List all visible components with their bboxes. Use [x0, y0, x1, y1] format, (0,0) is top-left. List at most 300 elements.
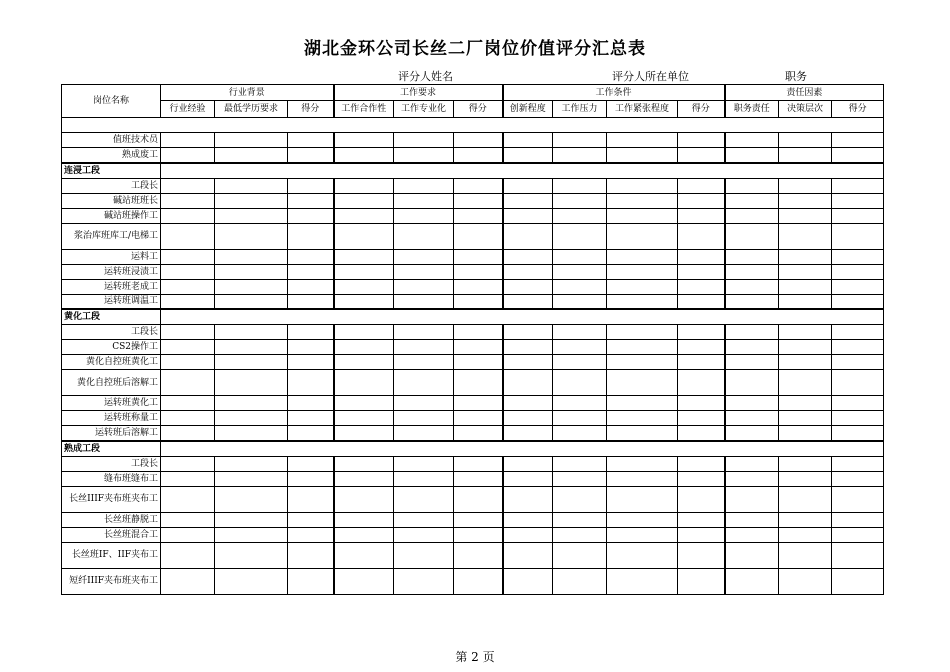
score-cell[interactable] [215, 411, 288, 426]
score-cell[interactable] [607, 208, 678, 223]
score-cell[interactable] [288, 486, 334, 512]
score-cell[interactable] [334, 456, 394, 471]
score-cell[interactable] [678, 355, 725, 370]
score-cell[interactable] [454, 294, 503, 309]
score-cell[interactable] [215, 279, 288, 294]
score-cell[interactable] [394, 512, 454, 527]
score-cell[interactable] [454, 396, 503, 411]
score-cell[interactable] [334, 411, 394, 426]
score-cell[interactable] [832, 512, 884, 527]
score-cell[interactable] [553, 294, 607, 309]
score-cell[interactable] [161, 370, 215, 396]
score-cell[interactable] [678, 133, 725, 148]
score-cell[interactable] [454, 456, 503, 471]
score-cell[interactable] [725, 193, 779, 208]
score-cell[interactable] [288, 325, 334, 340]
score-cell[interactable] [161, 512, 215, 527]
score-cell[interactable] [678, 396, 725, 411]
score-cell[interactable] [779, 411, 832, 426]
score-cell[interactable] [215, 426, 288, 441]
score-cell[interactable] [161, 193, 215, 208]
score-cell[interactable] [394, 178, 454, 193]
score-cell[interactable] [832, 249, 884, 264]
score-cell[interactable] [394, 325, 454, 340]
score-cell[interactable] [832, 264, 884, 279]
score-cell[interactable] [607, 486, 678, 512]
score-cell[interactable] [553, 370, 607, 396]
score-cell[interactable] [394, 456, 454, 471]
score-cell[interactable] [553, 325, 607, 340]
score-cell[interactable] [725, 527, 779, 542]
score-cell[interactable] [161, 133, 215, 148]
score-cell[interactable] [607, 294, 678, 309]
score-cell[interactable] [832, 411, 884, 426]
score-cell[interactable] [725, 568, 779, 594]
score-cell[interactable] [161, 294, 215, 309]
score-cell[interactable] [215, 294, 288, 309]
score-cell[interactable] [503, 193, 553, 208]
score-cell[interactable] [394, 486, 454, 512]
score-cell[interactable] [288, 178, 334, 193]
score-cell[interactable] [607, 355, 678, 370]
score-cell[interactable] [454, 148, 503, 163]
score-cell[interactable] [678, 223, 725, 249]
score-cell[interactable] [394, 264, 454, 279]
score-cell[interactable] [678, 426, 725, 441]
score-cell[interactable] [215, 542, 288, 568]
score-cell[interactable] [607, 411, 678, 426]
score-cell[interactable] [334, 527, 394, 542]
score-cell[interactable] [779, 568, 832, 594]
score-cell[interactable] [288, 133, 334, 148]
score-cell[interactable] [503, 568, 553, 594]
score-cell[interactable] [607, 249, 678, 264]
score-cell[interactable] [607, 325, 678, 340]
score-cell[interactable] [503, 411, 553, 426]
score-cell[interactable] [334, 223, 394, 249]
score-cell[interactable] [503, 355, 553, 370]
score-cell[interactable] [553, 340, 607, 355]
score-cell[interactable] [161, 264, 215, 279]
score-cell[interactable] [215, 148, 288, 163]
score-cell[interactable] [288, 396, 334, 411]
score-cell[interactable] [215, 568, 288, 594]
score-cell[interactable] [288, 471, 334, 486]
score-cell[interactable] [779, 133, 832, 148]
score-cell[interactable] [553, 512, 607, 527]
score-cell[interactable] [454, 411, 503, 426]
score-cell[interactable] [607, 370, 678, 396]
score-cell[interactable] [503, 527, 553, 542]
score-cell[interactable] [394, 355, 454, 370]
score-cell[interactable] [334, 178, 394, 193]
score-cell[interactable] [779, 208, 832, 223]
score-cell[interactable] [678, 456, 725, 471]
score-cell[interactable] [725, 178, 779, 193]
score-cell[interactable] [503, 542, 553, 568]
score-cell[interactable] [553, 456, 607, 471]
score-cell[interactable] [215, 178, 288, 193]
score-cell[interactable] [725, 148, 779, 163]
score-cell[interactable] [454, 568, 503, 594]
score-cell[interactable] [394, 471, 454, 486]
score-cell[interactable] [832, 568, 884, 594]
score-cell[interactable] [394, 396, 454, 411]
score-cell[interactable] [334, 396, 394, 411]
score-cell[interactable] [161, 249, 215, 264]
score-cell[interactable] [725, 512, 779, 527]
score-cell[interactable] [454, 208, 503, 223]
score-cell[interactable] [288, 370, 334, 396]
score-cell[interactable] [678, 542, 725, 568]
score-cell[interactable] [832, 178, 884, 193]
score-cell[interactable] [454, 355, 503, 370]
score-cell[interactable] [779, 264, 832, 279]
score-cell[interactable] [779, 456, 832, 471]
score-cell[interactable] [607, 178, 678, 193]
score-cell[interactable] [334, 370, 394, 396]
score-cell[interactable] [832, 456, 884, 471]
score-cell[interactable] [334, 264, 394, 279]
score-cell[interactable] [503, 340, 553, 355]
score-cell[interactable] [607, 568, 678, 594]
score-cell[interactable] [334, 426, 394, 441]
score-cell[interactable] [553, 264, 607, 279]
score-cell[interactable] [334, 325, 394, 340]
score-cell[interactable] [832, 370, 884, 396]
score-cell[interactable] [725, 340, 779, 355]
score-cell[interactable] [334, 568, 394, 594]
score-cell[interactable] [678, 512, 725, 527]
score-cell[interactable] [678, 471, 725, 486]
score-cell[interactable] [607, 542, 678, 568]
score-cell[interactable] [215, 208, 288, 223]
score-cell[interactable] [394, 370, 454, 396]
score-cell[interactable] [503, 223, 553, 249]
score-cell[interactable] [779, 249, 832, 264]
score-cell[interactable] [454, 512, 503, 527]
score-cell[interactable] [725, 264, 779, 279]
score-cell[interactable] [161, 527, 215, 542]
score-cell[interactable] [161, 148, 215, 163]
score-cell[interactable] [725, 249, 779, 264]
score-cell[interactable] [832, 223, 884, 249]
score-cell[interactable] [215, 325, 288, 340]
score-cell[interactable] [288, 411, 334, 426]
score-cell[interactable] [607, 279, 678, 294]
score-cell[interactable] [553, 426, 607, 441]
score-cell[interactable] [454, 340, 503, 355]
score-cell[interactable] [288, 193, 334, 208]
score-cell[interactable] [161, 325, 215, 340]
score-cell[interactable] [215, 355, 288, 370]
score-cell[interactable] [553, 133, 607, 148]
score-cell[interactable] [215, 512, 288, 527]
score-cell[interactable] [334, 542, 394, 568]
score-cell[interactable] [553, 471, 607, 486]
score-cell[interactable] [394, 279, 454, 294]
score-cell[interactable] [503, 294, 553, 309]
score-cell[interactable] [161, 355, 215, 370]
score-cell[interactable] [678, 486, 725, 512]
score-cell[interactable] [503, 249, 553, 264]
score-cell[interactable] [503, 325, 553, 340]
score-cell[interactable] [394, 340, 454, 355]
score-cell[interactable] [553, 396, 607, 411]
score-cell[interactable] [725, 223, 779, 249]
score-cell[interactable] [779, 148, 832, 163]
score-cell[interactable] [779, 471, 832, 486]
score-cell[interactable] [394, 426, 454, 441]
score-cell[interactable] [161, 396, 215, 411]
score-cell[interactable] [161, 456, 215, 471]
score-cell[interactable] [503, 178, 553, 193]
score-cell[interactable] [503, 486, 553, 512]
score-cell[interactable] [678, 325, 725, 340]
score-cell[interactable] [832, 527, 884, 542]
score-cell[interactable] [503, 456, 553, 471]
score-cell[interactable] [503, 512, 553, 527]
score-cell[interactable] [334, 471, 394, 486]
score-cell[interactable] [607, 148, 678, 163]
score-cell[interactable] [394, 148, 454, 163]
score-cell[interactable] [725, 325, 779, 340]
score-cell[interactable] [161, 486, 215, 512]
score-cell[interactable] [215, 249, 288, 264]
score-cell[interactable] [161, 178, 215, 193]
score-cell[interactable] [454, 325, 503, 340]
score-cell[interactable] [832, 542, 884, 568]
score-cell[interactable] [334, 279, 394, 294]
score-cell[interactable] [779, 279, 832, 294]
score-cell[interactable] [454, 426, 503, 441]
score-cell[interactable] [725, 542, 779, 568]
score-cell[interactable] [394, 133, 454, 148]
score-cell[interactable] [503, 133, 553, 148]
score-cell[interactable] [161, 340, 215, 355]
score-cell[interactable] [215, 264, 288, 279]
score-cell[interactable] [394, 208, 454, 223]
score-cell[interactable] [725, 208, 779, 223]
score-cell[interactable] [215, 340, 288, 355]
score-cell[interactable] [503, 148, 553, 163]
score-cell[interactable] [503, 264, 553, 279]
score-cell[interactable] [288, 294, 334, 309]
score-cell[interactable] [725, 355, 779, 370]
score-cell[interactable] [288, 148, 334, 163]
score-cell[interactable] [779, 193, 832, 208]
score-cell[interactable] [832, 148, 884, 163]
score-cell[interactable] [334, 340, 394, 355]
score-cell[interactable] [832, 279, 884, 294]
score-cell[interactable] [678, 340, 725, 355]
score-cell[interactable] [288, 249, 334, 264]
score-cell[interactable] [832, 208, 884, 223]
score-cell[interactable] [394, 294, 454, 309]
score-cell[interactable] [725, 486, 779, 512]
score-cell[interactable] [334, 355, 394, 370]
score-cell[interactable] [607, 471, 678, 486]
score-cell[interactable] [161, 542, 215, 568]
score-cell[interactable] [832, 294, 884, 309]
score-cell[interactable] [394, 411, 454, 426]
score-cell[interactable] [394, 193, 454, 208]
score-cell[interactable] [607, 193, 678, 208]
score-cell[interactable] [725, 471, 779, 486]
score-cell[interactable] [161, 426, 215, 441]
score-cell[interactable] [779, 486, 832, 512]
score-cell[interactable] [678, 193, 725, 208]
score-cell[interactable] [779, 223, 832, 249]
score-cell[interactable] [334, 512, 394, 527]
score-cell[interactable] [678, 411, 725, 426]
score-cell[interactable] [454, 249, 503, 264]
score-cell[interactable] [503, 208, 553, 223]
score-cell[interactable] [454, 471, 503, 486]
score-cell[interactable] [607, 456, 678, 471]
score-cell[interactable] [779, 178, 832, 193]
score-cell[interactable] [725, 133, 779, 148]
score-cell[interactable] [334, 193, 394, 208]
score-cell[interactable] [725, 279, 779, 294]
score-cell[interactable] [553, 249, 607, 264]
score-cell[interactable] [288, 527, 334, 542]
score-cell[interactable] [779, 355, 832, 370]
score-cell[interactable] [215, 223, 288, 249]
score-cell[interactable] [394, 527, 454, 542]
score-cell[interactable] [334, 133, 394, 148]
score-cell[interactable] [454, 370, 503, 396]
score-cell[interactable] [607, 512, 678, 527]
score-cell[interactable] [678, 294, 725, 309]
score-cell[interactable] [678, 264, 725, 279]
score-cell[interactable] [779, 426, 832, 441]
score-cell[interactable] [288, 426, 334, 441]
score-cell[interactable] [553, 568, 607, 594]
score-cell[interactable] [215, 486, 288, 512]
score-cell[interactable] [288, 223, 334, 249]
score-cell[interactable] [215, 396, 288, 411]
score-cell[interactable] [832, 133, 884, 148]
score-cell[interactable] [678, 370, 725, 396]
score-cell[interactable] [334, 486, 394, 512]
score-cell[interactable] [503, 396, 553, 411]
score-cell[interactable] [288, 542, 334, 568]
score-cell[interactable] [288, 279, 334, 294]
score-cell[interactable] [161, 208, 215, 223]
score-cell[interactable] [553, 411, 607, 426]
score-cell[interactable] [779, 542, 832, 568]
score-cell[interactable] [454, 542, 503, 568]
score-cell[interactable] [725, 411, 779, 426]
score-cell[interactable] [215, 370, 288, 396]
score-cell[interactable] [454, 133, 503, 148]
score-cell[interactable] [607, 396, 678, 411]
score-cell[interactable] [832, 325, 884, 340]
score-cell[interactable] [553, 148, 607, 163]
score-cell[interactable] [334, 148, 394, 163]
score-cell[interactable] [779, 370, 832, 396]
score-cell[interactable] [678, 279, 725, 294]
score-cell[interactable] [288, 355, 334, 370]
score-cell[interactable] [725, 456, 779, 471]
score-cell[interactable] [215, 527, 288, 542]
score-cell[interactable] [607, 340, 678, 355]
score-cell[interactable] [779, 325, 832, 340]
score-cell[interactable] [215, 456, 288, 471]
score-cell[interactable] [607, 264, 678, 279]
score-cell[interactable] [553, 542, 607, 568]
score-cell[interactable] [832, 486, 884, 512]
score-cell[interactable] [607, 223, 678, 249]
score-cell[interactable] [725, 396, 779, 411]
score-cell[interactable] [553, 279, 607, 294]
score-cell[interactable] [161, 568, 215, 594]
score-cell[interactable] [678, 249, 725, 264]
score-cell[interactable] [454, 279, 503, 294]
score-cell[interactable] [288, 456, 334, 471]
score-cell[interactable] [503, 426, 553, 441]
score-cell[interactable] [553, 486, 607, 512]
score-cell[interactable] [678, 208, 725, 223]
score-cell[interactable] [779, 527, 832, 542]
score-cell[interactable] [215, 471, 288, 486]
score-cell[interactable] [678, 178, 725, 193]
score-cell[interactable] [503, 370, 553, 396]
score-cell[interactable] [832, 355, 884, 370]
score-cell[interactable] [503, 279, 553, 294]
score-cell[interactable] [334, 208, 394, 223]
score-cell[interactable] [454, 178, 503, 193]
score-cell[interactable] [454, 264, 503, 279]
score-cell[interactable] [394, 249, 454, 264]
score-cell[interactable] [553, 208, 607, 223]
score-cell[interactable] [725, 294, 779, 309]
score-cell[interactable] [779, 396, 832, 411]
score-cell[interactable] [503, 471, 553, 486]
score-cell[interactable] [334, 294, 394, 309]
score-cell[interactable] [215, 133, 288, 148]
score-cell[interactable] [553, 527, 607, 542]
score-cell[interactable] [454, 223, 503, 249]
score-cell[interactable] [779, 294, 832, 309]
score-cell[interactable] [832, 396, 884, 411]
score-cell[interactable] [607, 133, 678, 148]
score-cell[interactable] [832, 193, 884, 208]
score-cell[interactable] [334, 249, 394, 264]
score-cell[interactable] [161, 411, 215, 426]
score-cell[interactable] [832, 471, 884, 486]
score-cell[interactable] [161, 223, 215, 249]
score-cell[interactable] [553, 193, 607, 208]
score-cell[interactable] [678, 527, 725, 542]
score-cell[interactable] [288, 340, 334, 355]
score-cell[interactable] [725, 370, 779, 396]
score-cell[interactable] [678, 568, 725, 594]
score-cell[interactable] [161, 471, 215, 486]
score-cell[interactable] [454, 486, 503, 512]
score-cell[interactable] [832, 340, 884, 355]
score-cell[interactable] [832, 426, 884, 441]
score-cell[interactable] [553, 178, 607, 193]
score-cell[interactable] [725, 426, 779, 441]
score-cell[interactable] [394, 223, 454, 249]
score-cell[interactable] [678, 148, 725, 163]
score-cell[interactable] [394, 542, 454, 568]
score-cell[interactable] [553, 223, 607, 249]
score-cell[interactable] [394, 568, 454, 594]
score-cell[interactable] [607, 527, 678, 542]
